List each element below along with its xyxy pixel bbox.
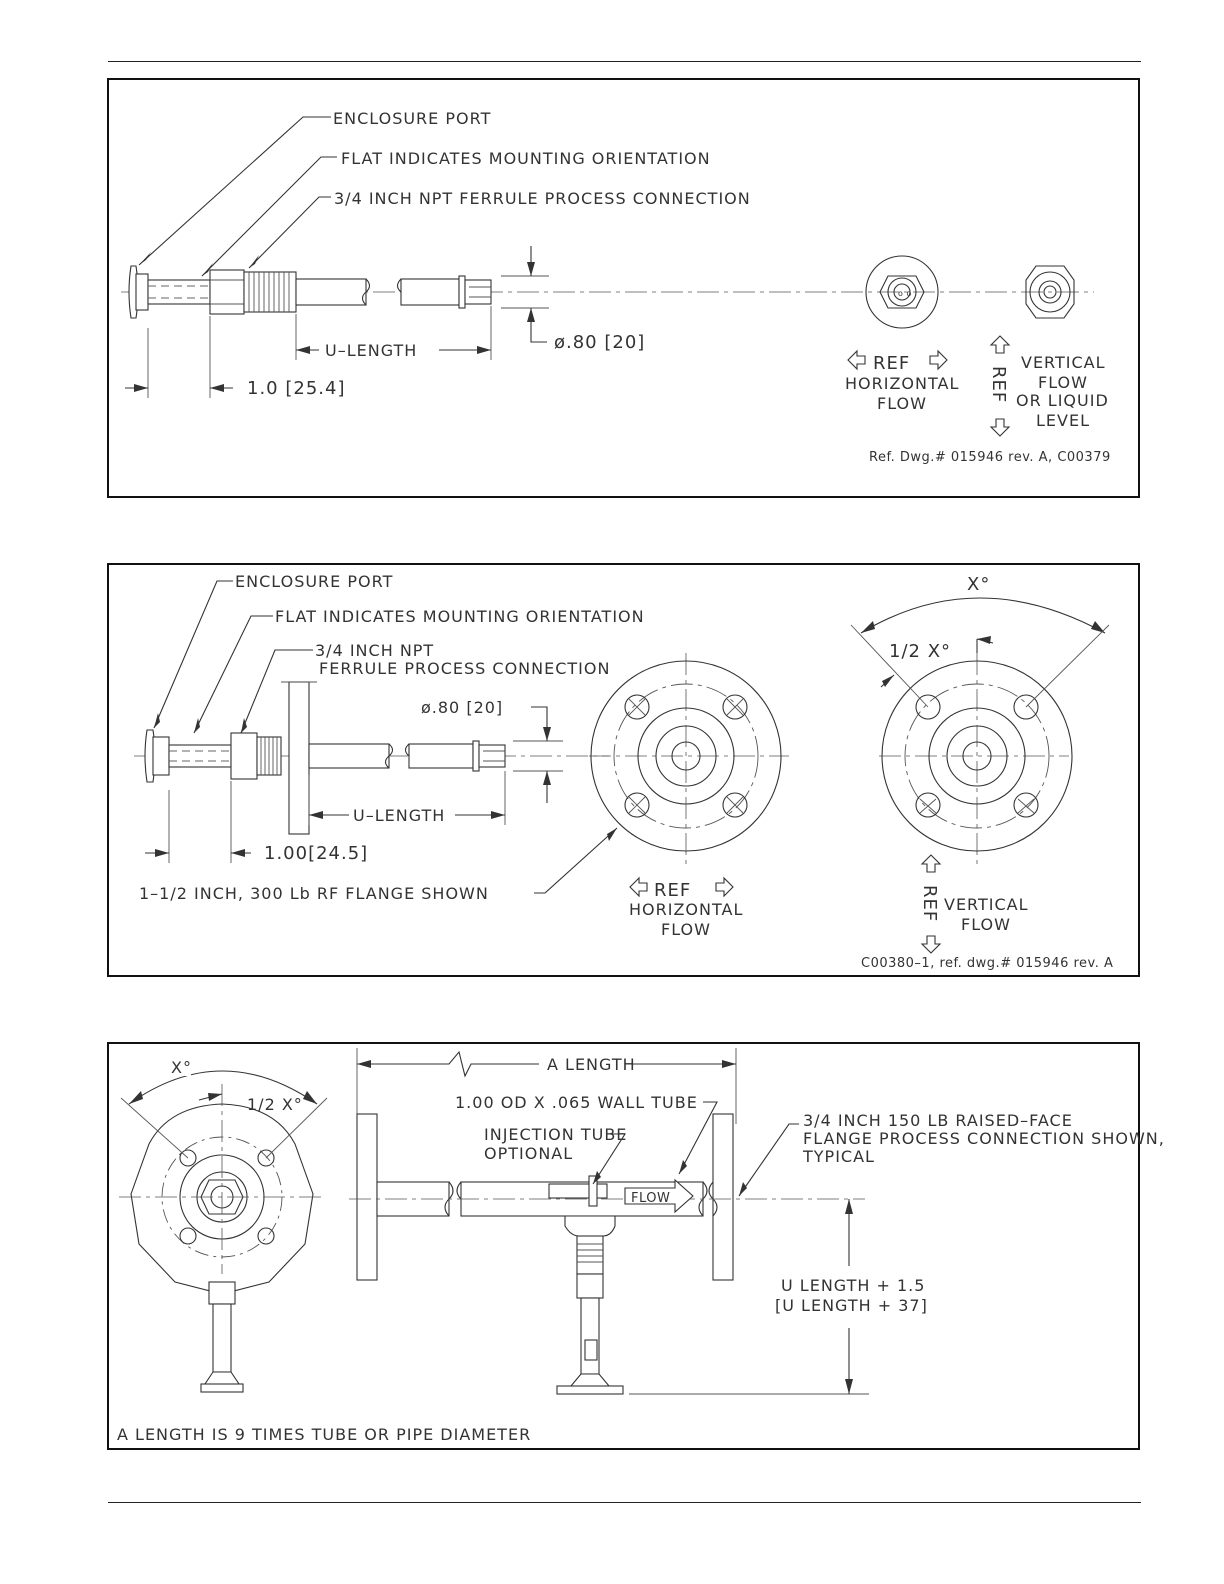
- leader-enclosure-port: [154, 581, 233, 728]
- a-length-label: A LENGTH: [547, 1055, 636, 1074]
- x-deg-arc: [861, 598, 1105, 633]
- dim-1-label: 1.0 [25.4]: [247, 378, 346, 399]
- npt-line1-label: 3/4 INCH NPT: [315, 641, 435, 660]
- u-length-label: U–LENGTH: [325, 341, 418, 360]
- probe-tip: [459, 276, 465, 308]
- leader-flange: [534, 828, 617, 893]
- u-length-label-2: [U LENGTH + 37]: [775, 1296, 928, 1315]
- flange-label-2: FLANGE PROCESS CONNECTION SHOWN,: [803, 1129, 1165, 1148]
- ref-arrow-right: [930, 351, 947, 369]
- flange-label-1: 3/4 INCH 150 LB RAISED–FACE: [803, 1111, 1073, 1130]
- half-x-label: 1/2 X°: [247, 1095, 303, 1114]
- hex-nut: [231, 733, 257, 779]
- ref-arrow-left: [848, 351, 865, 369]
- drawing-panel-flange: [107, 563, 1140, 977]
- injection-label-1: INJECTION TUBE: [484, 1125, 628, 1144]
- top-rule: [108, 61, 1141, 62]
- leader-flat: [202, 157, 337, 276]
- flange-drawing: [109, 565, 1142, 979]
- flow-v-label: FLOW: [961, 915, 1011, 934]
- wall-tube-label: 1.00 OD X .065 WALL TUBE: [455, 1093, 698, 1112]
- flow-tube-drawing: [109, 1044, 1165, 1452]
- flange-front-view-vertical: [879, 653, 1072, 865]
- right-flange: [713, 1114, 733, 1280]
- flow-h-label: FLOW: [877, 394, 927, 413]
- probe-tube: [309, 744, 389, 768]
- or-liquid-label: OR LIQUID: [1016, 391, 1109, 410]
- ref-h-label: REF: [654, 880, 692, 901]
- enclosure-port-label: ENCLOSURE PORT: [235, 572, 394, 591]
- horizontal-label: HORIZONTAL: [845, 374, 960, 393]
- npt-connection-label: 3/4 INCH NPT FERRULE PROCESS CONNECTION: [334, 189, 751, 208]
- u-length-label: U–LENGTH: [353, 806, 446, 825]
- ref-dwg-label: C00380–1, ref. dwg.# 015946 rev. A: [861, 956, 1114, 971]
- note-label: A LENGTH IS 9 TIMES TUBE OR PIPE DIAMETER: [117, 1425, 532, 1444]
- npt-threads: [244, 272, 296, 312]
- flow-v-label: FLOW: [1038, 373, 1088, 392]
- ref-dwg-label: Ref. Dwg.# 015946 rev. A, C00379: [869, 450, 1111, 465]
- hex-nut: [577, 1274, 603, 1298]
- horizontal-label: HORIZONTAL: [629, 900, 744, 919]
- drawing-panel-flow-tube: [107, 1042, 1165, 1450]
- flange-shown-label: 1–1/2 INCH, 300 Lb RF FLANGE SHOWN: [139, 884, 489, 903]
- ref-arrow-down: [922, 936, 940, 953]
- ferrule-drawing: [109, 80, 1142, 500]
- flange-label-3: TYPICAL: [803, 1147, 875, 1166]
- ref-arrow-right: [716, 878, 733, 896]
- bottom-rule: [108, 1502, 1141, 1503]
- flange-end-view: [119, 1084, 324, 1392]
- ref-v-label: REF: [919, 885, 940, 923]
- u-length-label-1: U LENGTH + 1.5: [781, 1276, 926, 1295]
- ref-v-label: REF: [988, 366, 1009, 404]
- drawing-panel-ferrule: [107, 78, 1140, 498]
- level-label: LEVEL: [1036, 411, 1090, 430]
- left-flange: [357, 1114, 377, 1280]
- flat-indicates-label: FLAT INDICATES MOUNTING ORIENTATION: [341, 149, 711, 168]
- flow-label: FLOW: [631, 1191, 671, 1206]
- flow-direction-tag: [585, 1340, 597, 1360]
- half-x-label: 1/2 X°: [889, 641, 952, 662]
- probe-tip: [473, 741, 479, 771]
- injection-label-2: OPTIONAL: [484, 1144, 574, 1163]
- vertical-label: VERTICAL: [944, 895, 1029, 914]
- ref-arrow-left: [630, 878, 647, 896]
- leader-npt: [249, 197, 331, 268]
- diameter-label: ø.80 [20]: [421, 698, 504, 717]
- probe-neck: [148, 280, 210, 304]
- ref-h-label: REF: [873, 353, 911, 374]
- probe-tube: [296, 279, 366, 305]
- x-deg-label: X°: [171, 1058, 192, 1077]
- flat-indicates-label: FLAT INDICATES MOUNTING ORIENTATION: [275, 607, 645, 626]
- dim-1-label: 1.00[24.5]: [264, 843, 369, 864]
- x-deg-label: X°: [967, 574, 991, 595]
- flow-h-label: FLOW: [661, 920, 711, 939]
- ref-arrow-up: [991, 336, 1009, 353]
- ref-arrow-down: [991, 419, 1009, 436]
- npt-line2-label: FERRULE PROCESS CONNECTION: [319, 659, 611, 678]
- flange-front-view-horizontal: [589, 653, 789, 865]
- tee-fitting: [565, 1216, 615, 1236]
- flange-plate: [289, 682, 309, 834]
- enclosure-port-label: ENCLOSURE PORT: [333, 109, 492, 128]
- hex-nut: [210, 270, 244, 314]
- ref-arrow-up: [922, 855, 940, 872]
- diameter-label: ø.80 [20]: [554, 332, 646, 353]
- probe-neck: [169, 745, 231, 767]
- svg-text:o o: o o: [898, 289, 912, 298]
- leader-flat: [194, 616, 273, 733]
- vertical-label: VERTICAL: [1021, 353, 1106, 372]
